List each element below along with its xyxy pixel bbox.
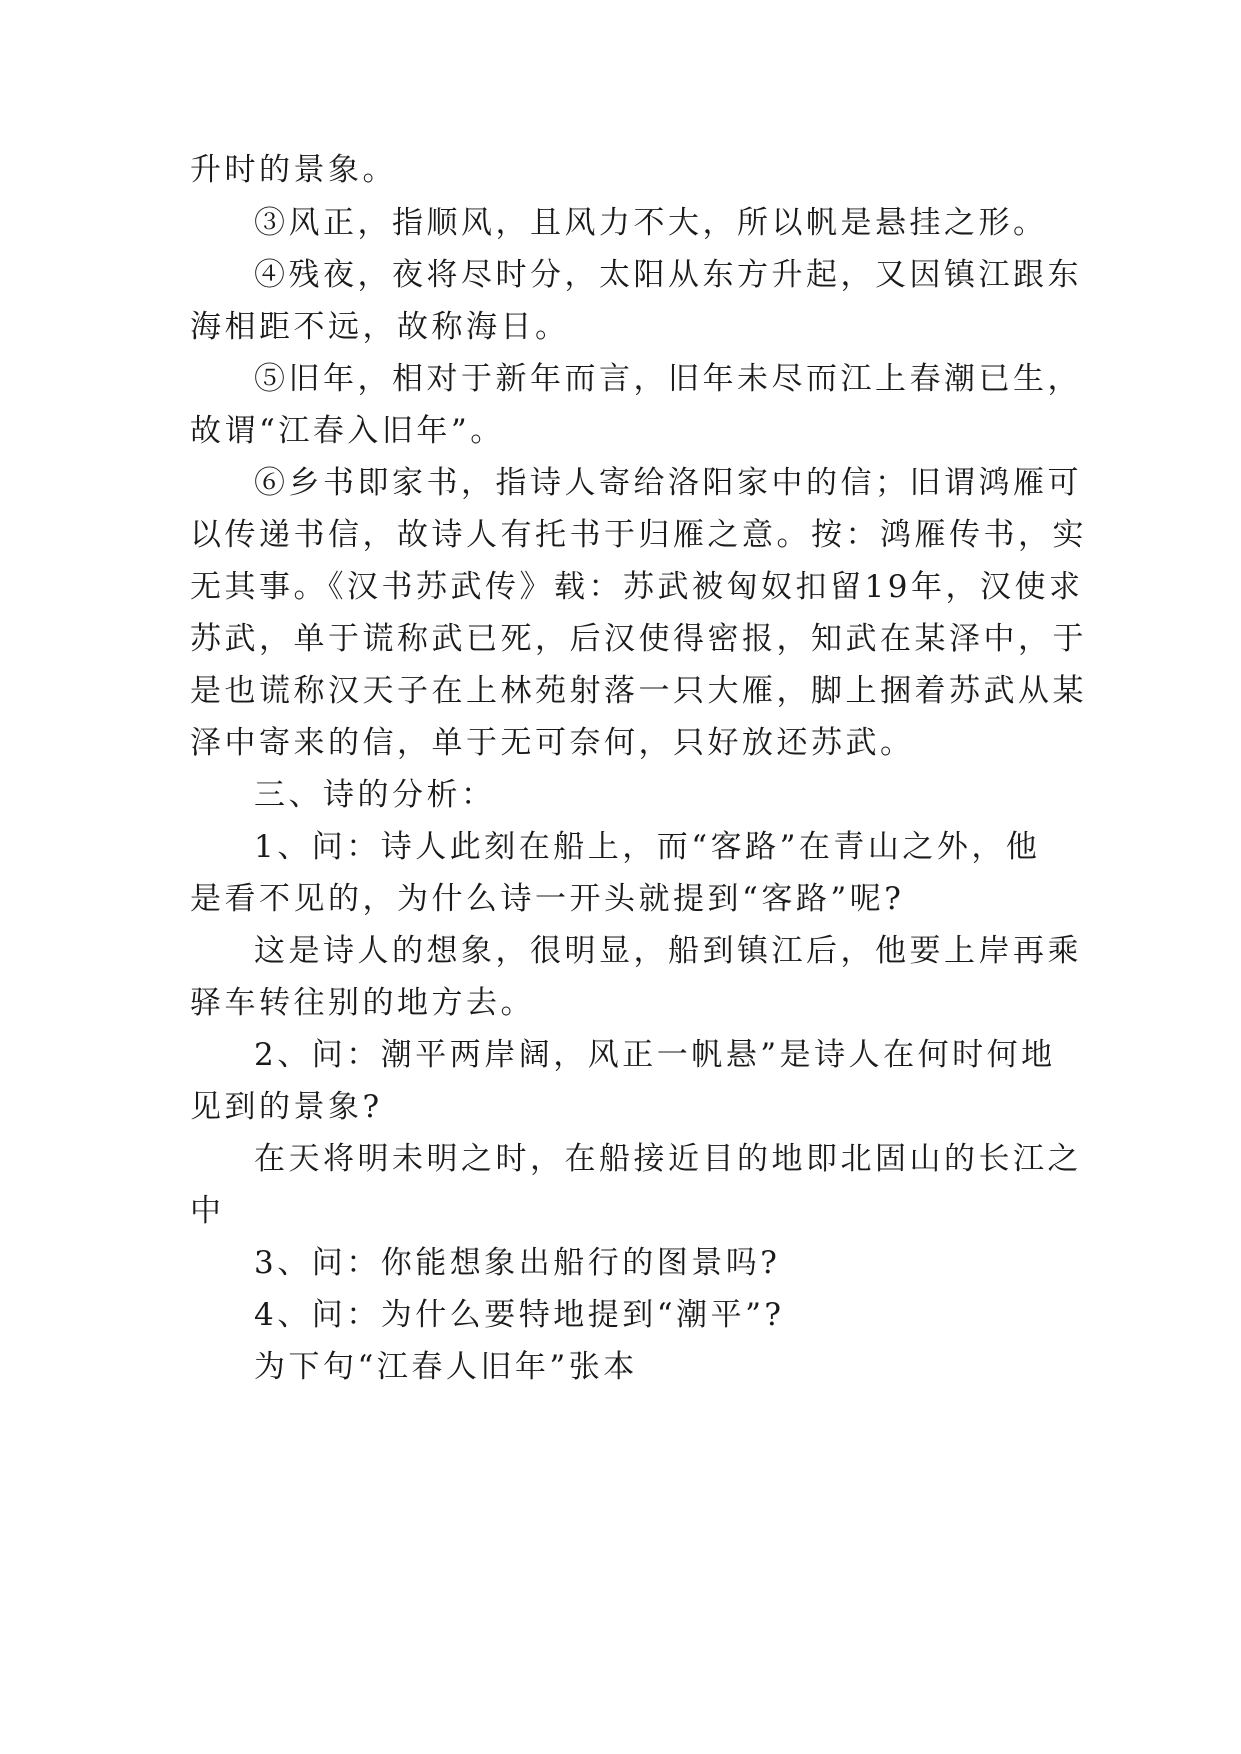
text-line: 泽中寄来的信，单于无可奈何，只好放还苏武。	[190, 725, 915, 761]
text-line: 是也谎称汉天子在上林苑射落一只大雁，脚上捆着苏武从某	[190, 673, 1087, 709]
text-line: 苏武，单于谎称武已死，后汉使得密报，知武在某泽中，于	[190, 621, 1087, 657]
text-line: ④残夜，夜将尽时分，太阳从东方升起，又因镇江跟东	[254, 257, 1082, 293]
text-line: 中	[190, 1193, 225, 1229]
section-heading: 三、诗的分析：	[254, 777, 496, 813]
text-line: 海相距不远，故称海日。	[190, 309, 570, 345]
text-line: 3、问：你能想象出船行的图景吗?	[254, 1245, 781, 1281]
text-line: 是看不见的，为什么诗一开头就提到“客路”呢?	[190, 881, 905, 917]
text-line: 升时的景象。	[190, 152, 397, 188]
text-line: 驿车转往别的地方去。	[190, 985, 535, 1021]
text-line: 为下句“江春人旧年”张本	[254, 1349, 638, 1385]
text-line: 在天将明未明之时，在船接近目的地即北固山的长江之	[254, 1141, 1082, 1177]
text-line: 无其事。《汉书苏武传》载：苏武被匈奴扣留19年，汉使求	[190, 569, 1084, 605]
text-line: 2、问：潮平两岸阔，风正一帆悬”是诗人在何时何地	[254, 1037, 1056, 1073]
text-line: ⑤旧年，相对于新年而言，旧年未尽而江上春潮已生，	[254, 361, 1082, 397]
text-line: ③风正，指顺风，且风力不大，所以帆是悬挂之形。	[254, 205, 1048, 241]
text-line: 见到的景象?	[190, 1089, 383, 1125]
text-line: 4、问：为什么要特地提到“潮平”?	[254, 1297, 785, 1333]
text-line: ⑥乡书即家书，指诗人寄给洛阳家中的信；旧谓鸿雁可	[254, 465, 1082, 501]
text-line: 这是诗人的想象，很明显，船到镇江后，他要上岸再乘	[254, 933, 1082, 969]
text-line: 故谓“江春入旧年”。	[190, 413, 505, 449]
text-line: 1、问：诗人此刻在船上，而“客路”在青山之外，他	[254, 829, 1041, 865]
text-line: 以传递书信，故诗人有托书于归雁之意。按：鸿雁传书，实	[190, 517, 1087, 553]
